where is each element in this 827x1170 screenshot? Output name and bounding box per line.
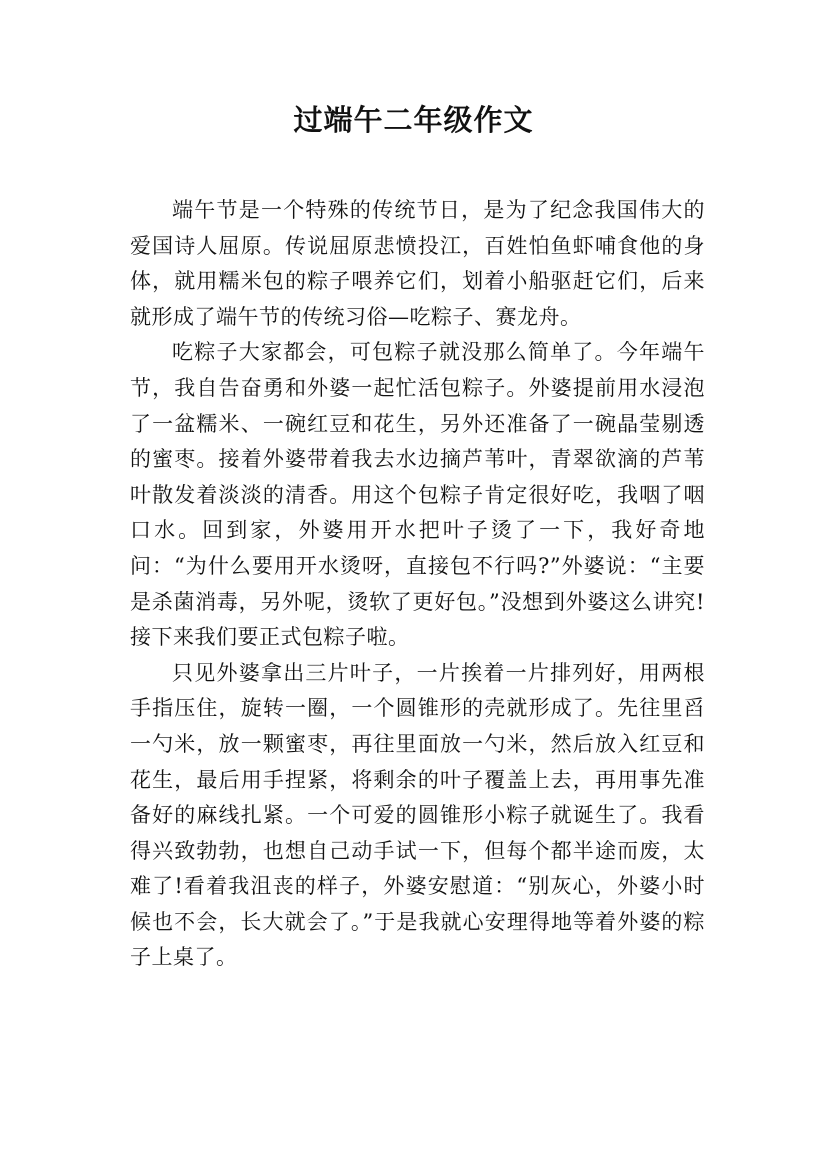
paragraph-2: 吃粽子大家都会，可包粽子就没那么简单了。今年端午节，我自告奋勇和外婆一起忙活包粽子。外婆提前用水浸泡了一盆糯米、一碗红豆和花生，另外还准备了一碗晶莹剔透的蜜枣。接着外婆带着我去水边摘芦苇叶，青翠欲滴的芦苇叶散发着淡淡的清香。用这个包粽子肯定很好吃，我咽了咽口水。回到家，外婆用开水把叶子烫了一下，我好奇地问：“为什么要用开水烫呀，直接包不行吗?”外婆说：“主要是杀菌消毒，另外呢，烫软了更好包。”没想到外婆这么讲究!接下来我们要正式包粽子啦。 — [130, 340, 705, 650]
document-body — [130, 193, 705, 976]
paragraph-3: 只见外婆拿出三片叶子，一片挨着一片排列好，用两根手指压住，旋转一圈，一个圆锥形的壳就形成了。先往里舀一勺米，放一颗蜜枣，再往里面放一勺米，然后放入红豆和花生，最后用手捏紧，将剩余的叶子覆盖上去，再用事先准备好的麻线扎紧。一个可爱的圆锥形小粽子就诞生了。我看得兴致勃勃，也想自己动手试一下，但每个都半途而废，太难了!看着我沮丧的样子，外婆安慰道：“别灰心，外婆小时候也不会，长大就会了。”于是我就心安理得地等着外婆的粽子上桌了。 — [130, 660, 705, 970]
paragraph-1: 端午节是一个特殊的传统节日，是为了纪念我国伟大的爱国诗人屈原。传说屈原悲愤投江，百姓怕鱼虾哺食他的身体，就用糯米包的粽子喂养它们，划着小船驱赶它们，后来就形成了端午节的传统习俗—吃粽子、赛龙舟。 — [130, 198, 705, 329]
document-title: 过端午二年级作文 — [293, 103, 534, 137]
